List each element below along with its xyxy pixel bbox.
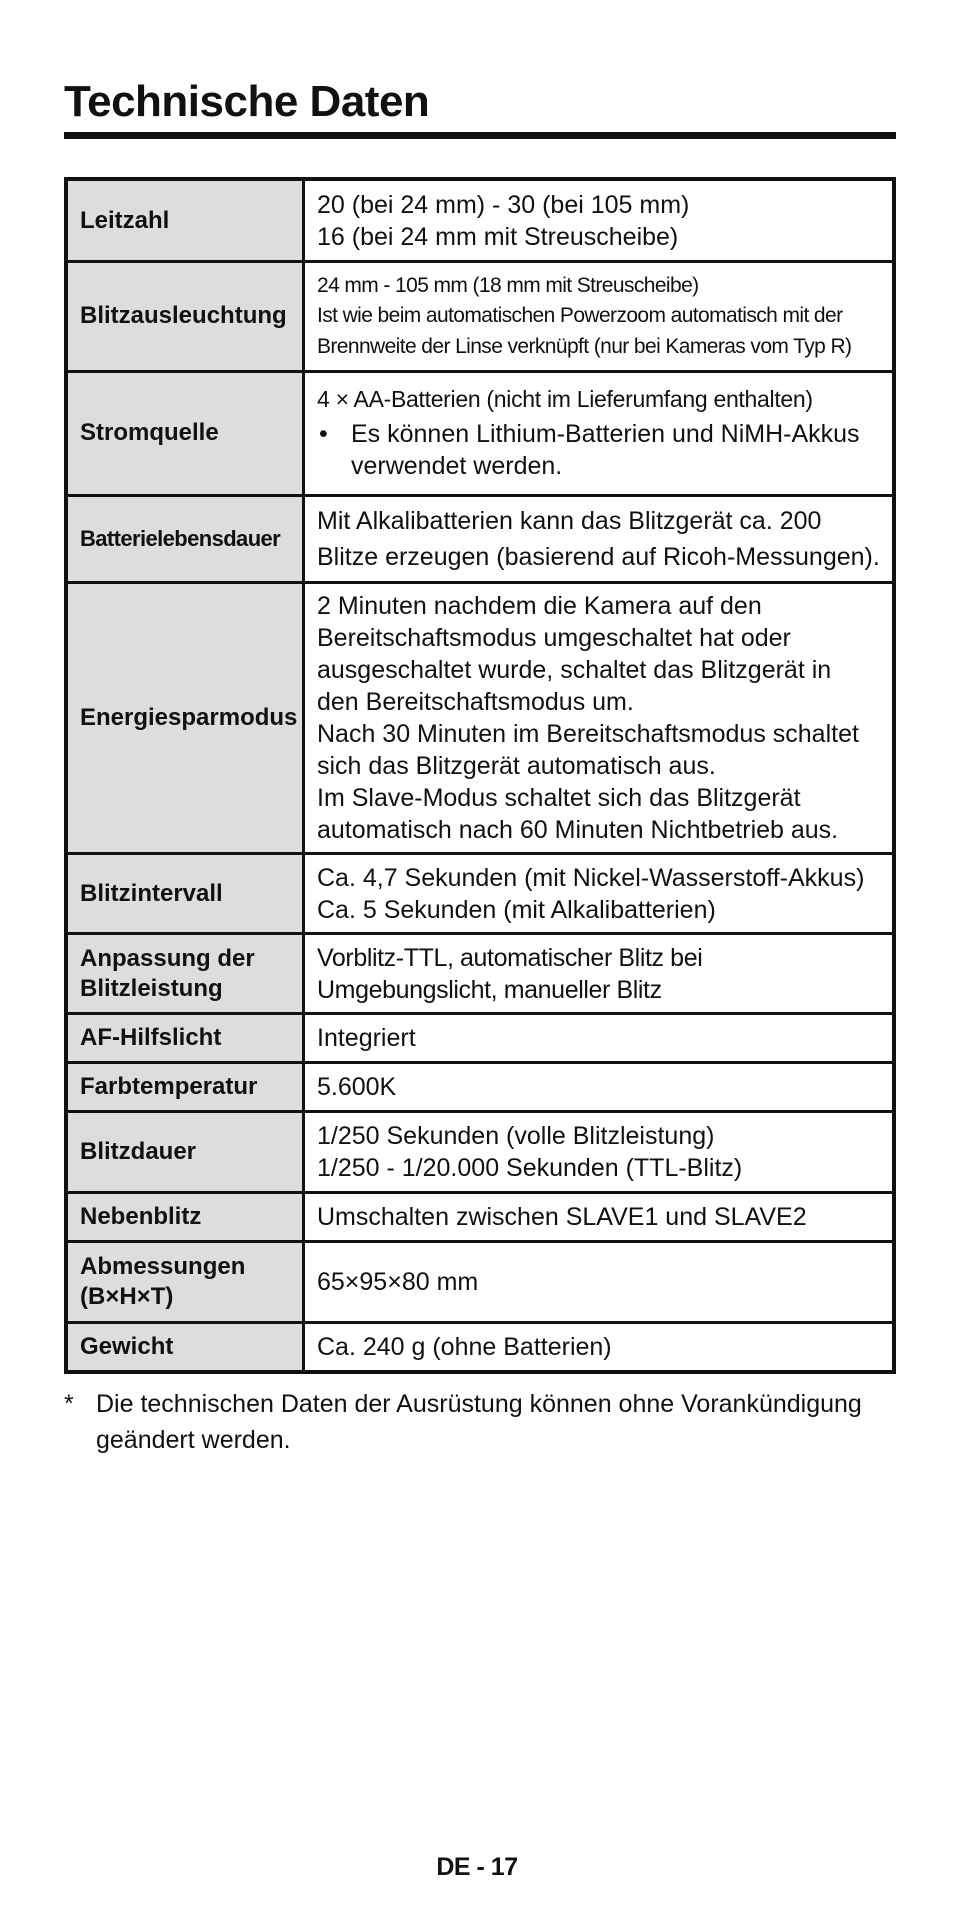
spec-value [304, 1242, 895, 1323]
bullet-icon: • [319, 420, 328, 449]
spec-label: Gewicht [66, 1323, 304, 1372]
spec-row-blitzintervall [66, 854, 894, 934]
spec-row-blitzdauer [66, 1112, 894, 1193]
specifications-table [64, 177, 896, 1374]
spec-value-line: 20 (bei 24 mm) - 30 (bei 105 mm) [317, 190, 690, 219]
spec-label: Leitzahl [66, 179, 304, 261]
spec-value-line: Ca. 5 Sekunden (mit Alkalibatterien) [317, 895, 716, 924]
spec-label: Blitzdauer [66, 1112, 304, 1193]
spec-value [304, 1014, 895, 1063]
spec-label: Farbtemperatur [66, 1063, 304, 1112]
spec-value-line: Mit Alkalibatterien kann das Blitzgerät ca. 200 [317, 506, 822, 535]
spec-value-line: 2 Minuten nachdem die Kamera auf den [317, 592, 762, 621]
title-underline [64, 132, 896, 139]
spec-row-anpassung-der-blitzleistung [66, 934, 894, 1014]
spec-label-line: Anpassung der [80, 944, 255, 972]
spec-value [304, 1193, 895, 1242]
bullet-text: Es können Lithium-Batterien und NiMH-Akkus verwendet werden. [351, 420, 860, 481]
spec-value-line: 24 mm - 105 mm (18 mm mit Streuscheibe) [317, 273, 699, 297]
spec-row-abmessungen [66, 1242, 894, 1323]
footnote-text: Die technischen Daten der Ausrüstung können ohne Vorankündigung geändert werden. [96, 1389, 862, 1455]
spec-row-energiesparmodus [66, 583, 894, 854]
spec-value-line: Umgebungslicht, manueller Blitz [317, 975, 662, 1004]
spec-value-line: 16 (bei 24 mm mit Streuscheibe) [317, 222, 679, 251]
spec-label-line: Blitzleistung [80, 974, 223, 1002]
spec-value [304, 1323, 895, 1372]
spec-value [304, 261, 895, 371]
spec-label: Energiesparmodus [66, 583, 304, 854]
spec-row-af-hilfslicht [66, 1014, 894, 1063]
spec-value-line: 5.600K [317, 1073, 397, 1102]
spec-label: AF-Hilfslicht [66, 1014, 304, 1063]
spec-row-nebenblitz [66, 1193, 894, 1242]
spec-value-line: sich das Blitzgerät automatisch aus. [317, 752, 716, 781]
spec-value [304, 179, 895, 261]
spec-value [304, 371, 895, 495]
spec-value-line: ausgeschaltet wurde, schaltet das Blitzgerät in [317, 656, 832, 685]
spec-value-line: 1/250 - 1/20.000 Sekunden (TTL-Blitz) [317, 1154, 743, 1183]
spec-value-line: 1/250 Sekunden (volle Blitzleistung) [317, 1122, 715, 1151]
spec-row-farbtemperatur [66, 1063, 894, 1112]
spec-value-line: Ist wie beim automatischen Powerzoom automatisch mit der [317, 304, 843, 328]
spec-value-line: Bereitschaftsmodus umgeschaltet hat oder [317, 624, 791, 653]
footnote-asterisk: * [64, 1389, 74, 1418]
spec-value-line: Integriert [317, 1024, 416, 1053]
spec-label-line: (B×H×T) [80, 1283, 174, 1311]
spec-row-batterielebensdauer [66, 495, 894, 583]
spec-value-line: 4 × AA-Batterien (nicht im Lieferumfang enthalten) [317, 385, 813, 412]
spec-value-line: Brennweite der Linse verknüpft (nur bei Kameras vom Typ R) [317, 334, 852, 358]
spec-row-gewicht [66, 1323, 894, 1372]
spec-row-leitzahl [66, 179, 894, 261]
spec-value [304, 854, 895, 934]
spec-label: Stromquelle [66, 371, 304, 495]
spec-value-line: automatisch nach 60 Minuten Nichtbetrieb aus. [317, 816, 839, 845]
page-title: Technische Daten [64, 77, 430, 126]
bullet-item [317, 418, 880, 482]
page-number: DE - 17 [436, 1853, 518, 1881]
spec-value [304, 1063, 895, 1112]
spec-value-line: Nach 30 Minuten im Bereitschaftsmodus schaltet [317, 720, 859, 749]
spec-value [304, 1112, 895, 1193]
spec-value-line: Ca. 240 g (ohne Batterien) [317, 1333, 612, 1362]
spec-label [66, 1242, 304, 1323]
spec-value [304, 583, 895, 854]
spec-value-line: 65×95×80 mm [317, 1268, 479, 1297]
spec-value-line: Umschalten zwischen SLAVE1 und SLAVE2 [317, 1203, 807, 1232]
spec-row-stromquelle [66, 371, 894, 495]
spec-value-line: den Bereitschaftsmodus um. [317, 688, 634, 717]
spec-value [304, 495, 895, 583]
spec-value-line: Blitze erzeugen (basierend auf Ricoh-Messungen). [317, 543, 880, 572]
spec-value [304, 934, 895, 1014]
page [64, 0, 896, 1458]
spec-label-line: Abmessungen [80, 1253, 246, 1281]
spec-label [66, 934, 304, 1014]
spec-value-line: Ca. 4,7 Sekunden (mit Nickel-Wasserstoff-Akkus) [317, 863, 865, 892]
spec-label: Blitzausleuchtung [66, 261, 304, 371]
spec-label: Batterielebensdauer [66, 495, 304, 583]
spec-value-line: Im Slave-Modus schaltet sich das Blitzgerät [317, 784, 801, 813]
spec-value-line: Vorblitz-TTL, automatischer Blitz bei [317, 943, 703, 972]
spec-row-blitzausleuchtung [66, 261, 894, 371]
spec-label: Nebenblitz [66, 1193, 304, 1242]
spec-label: Blitzintervall [66, 854, 304, 934]
footnote [64, 1386, 896, 1459]
